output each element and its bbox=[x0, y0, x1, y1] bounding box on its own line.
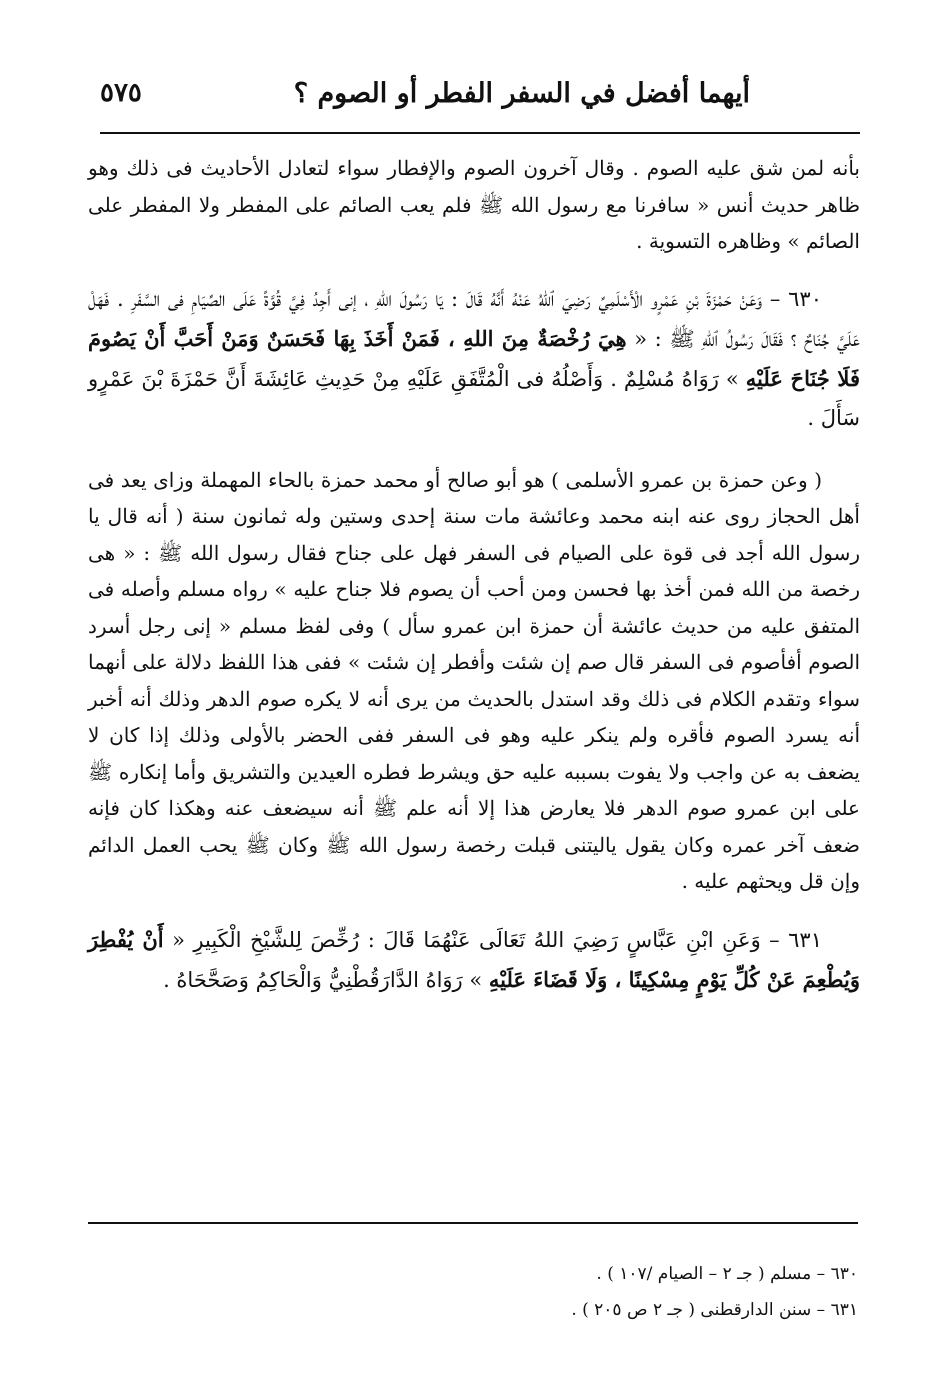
commentary-paragraph-1: بأنه لمن شق عليه الصوم . وقال آخرون الصوم والإفطار سواء لتعادل الأحاديث فى ذلك وهو ظاهر حديث أنس « سافرنا مع رسول الله ﷺ فلم يعب الصائم على المفطر ولا المفطر على الصائم » وظاهره التسوية . bbox=[88, 156, 860, 253]
page-number: ٥٧٥ bbox=[100, 78, 142, 108]
footnotes bbox=[88, 1256, 858, 1328]
footnote-divider bbox=[88, 1222, 858, 1224]
commentary-paragraph-2: ( وعن حمزة بن عمرو الأسلمى ) هو أبو صالح أو محمد حمزة بالحاء المهملة وزاى يعد فى أهل الحجاز روى عنه ابنه محمد وعائشة مات سنة إحدى وستين وله ثمانون سنة ( أنه قال يا رسول الله أجد فى قوة على الصيام فى السفر فهل على جناح فقال رسول الله ﷺ : « هى رخصة من الله فمن أخذ بها فحسن ومن أحب أن يصوم فلا جناح عليه » رواه مسلم وأصله فى المتفق عليه من حديث عائشة أن حمزة ابن عمرو سأل ) وفى لفظ مسلم « إنى رجل أسرد الصوم أفأصوم فى السفر قال صم إن شئت وأفطر إن شئت » ففى هذا اللفظ دلالة على أنهما سواء وتقدم الكلام فى ذلك وقد استدل بالحديث من يرى أنه لا يكره صوم الدهر وذلك أنه أخبر أنه يسرد الصوم فأقره ولم ينكر عليه وهو فى السفر ففى الحضر بالأولى وذلك إذا كان لا يضعف به عن واجب ولا يفوت بسببه عليه حق ويشرط فطره العيدين والتشريق وأما إنكاره ﷺ على ابن عمرو صوم الدهر فلا يعارض هذا إلا أنه علم ﷺ أنه سيضعف عنه وهكذا كان فإنه ضعف آخر عمره وكان يقول ياليتنى قبلت رخصة رسول الله ﷺ وكان ﷺ يحب العمل الدائم وإن قل ويحثهم عليه . bbox=[88, 467, 860, 893]
hadith-631-quote: أَنْ يُفْطِرَ وَيُطْعِمَ عَنْ كُلِّ يَوْمٍ مِسْكِينًا ، وَلَا قَضَاءَ عَلَيْهِ bbox=[88, 926, 860, 992]
hadith-630-intro: ٦٣٠ – وَعَنْ حَمْزَةَ بْنِ عَمْرٍو الْأَسْلَمِيِّ رَضِيَ ٱللهُ عَنْهُ أَنَّهُ قَالَ : يَا رَسُولَ اللهِ ، إنى أَجِدُ فِيَّ قُوَّةً عَلَى الصِّيَامِ فى السَّفَرِ . فَهَلْ عَلَيَّ جُنَاحٌ ؟ فَقَالَ رَسُولُ ٱللهِ ﷺ : « bbox=[88, 286, 861, 351]
main-text bbox=[88, 150, 860, 1000]
hadith-630-source: » رَوَاهُ مُسْلِمٌ . وَأَصْلُهُ فى الْمُتَّفَقِ عَلَيْهِ مِنْ حَدِيثِ عَائِشَةَ أَنَّ حَمْزَةَ بْنَ عَمْرٍو سَأَلَ . bbox=[88, 366, 860, 430]
hadith-631-source: » رَوَاهُ الدَّارَقُطْنِيُّ وَالْحَاكِمُ وَصَحَّحَاهُ . bbox=[163, 967, 483, 992]
hadith-630-quote: هِيَ رُخْصَةٌ مِنَ اللهِ ، فَمَنْ أَخَذَ بِهَا فَحَسَنٌ وَمَنْ أَحَبَّ أَنْ يَصُومَ فَلَا جُنَاحَ عَلَيْهِ bbox=[88, 325, 860, 391]
page-header bbox=[100, 72, 860, 122]
hadith-631 bbox=[88, 920, 860, 1000]
hadith-630 bbox=[88, 280, 860, 438]
footnote-630: ٦٣٠ – مسلم ( جـ ٢ – الصيام /١٠٧ ) . bbox=[596, 1264, 858, 1284]
chapter-title: أيهما أفضل في السفر الفطر أو الصوم ؟ bbox=[293, 78, 750, 109]
hadith-631-intro: ٦٣١ – وَعَنِ ابْنِ عَبَّاسٍ رَضِيَ اللهُ تَعَالَى عَنْهُمَا قَالَ : رُخِّصَ لِلشَّيْخِ الْكَبِيرِ « bbox=[172, 927, 822, 952]
header-divider bbox=[100, 132, 860, 134]
footnote-631: ٦٣١ – سنن الدارقطنى ( جـ ٢ ص ٢٠٥ ) . bbox=[571, 1300, 858, 1320]
